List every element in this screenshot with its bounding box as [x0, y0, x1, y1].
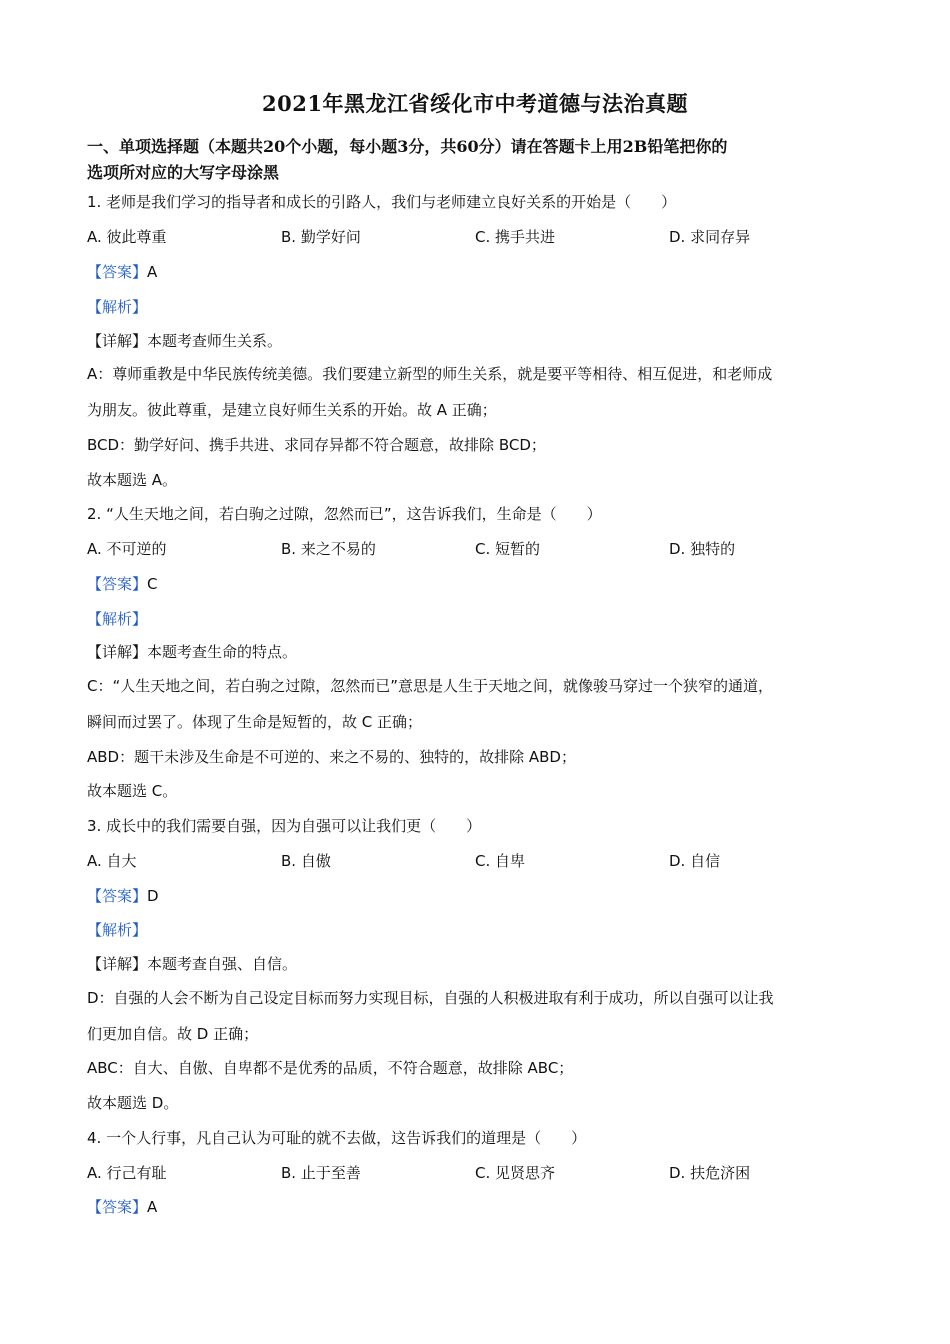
question-1-answer — [87, 262, 157, 282]
question-2-explanation-3: ABD：题干未涉及生命是不可逆的、来之不易的、独特的，故排除 ABD； — [87, 748, 576, 766]
question-3-option-c: C. 自卑 — [475, 852, 526, 870]
answer-label: 【答案】 — [87, 887, 148, 905]
question-3-stem: 3. 成长中的我们需要自强，因为自强可以让我们更（ ） — [87, 817, 482, 835]
question-4-stem: 4. 一个人行事，凡自己认为可耻的就不去做，这告诉我们的道理是（ ） — [87, 1129, 587, 1147]
section-heading-line-2: 选项所对应的大写字母涂黑 — [87, 163, 280, 182]
detail-label: 【详解】 — [87, 332, 148, 350]
question-1-stem: 1. 老师是我们学习的指导者和成长的引路人，我们与老师建立良好关系的开始是（ ） — [87, 193, 677, 211]
question-1-explanation-4: 故本题选 A。 — [87, 471, 178, 489]
question-2-option-d: D. 独特的 — [669, 540, 736, 558]
question-1-option-b: B. 勤学好问 — [281, 228, 361, 246]
question-3-explanation-4: 故本题选 D。 — [87, 1094, 179, 1112]
question-2-option-b: B. 来之不易的 — [281, 540, 376, 558]
question-3-option-d: D. 自信 — [669, 852, 721, 870]
question-1-option-a: A. 彼此尊重 — [87, 228, 167, 246]
question-1-detail: 【详解】本题考查师生关系。 — [87, 332, 283, 350]
question-3-explanation-1: D：自强的人会不断为自己设定目标而努力实现目标，自强的人积极进取有利于成功，所以自强可以让我 — [87, 989, 774, 1007]
question-4-option-d: D. 扶危济困 — [669, 1164, 751, 1182]
question-1-analysis-label: 【解析】 — [87, 298, 148, 316]
question-4-option-b: B. 止于至善 — [281, 1164, 361, 1182]
question-3-option-b: B. 自傲 — [281, 852, 331, 870]
section-heading-line-1: 一、单项选择题（本题共20个小题，每小题3分，共60分）请在答题卡上用2B铅笔把你的 — [87, 137, 728, 156]
answer-label: 【答案】 — [87, 1198, 148, 1216]
answer-label: 【答案】 — [87, 575, 148, 593]
question-2-detail: 【详解】本题考查生命的特点。 — [87, 643, 298, 661]
answer-label: 【答案】 — [87, 263, 148, 281]
question-3-option-a: A. 自大 — [87, 852, 137, 870]
question-4-answer — [87, 1197, 157, 1217]
answer-value: C — [147, 575, 158, 593]
question-2-answer — [87, 574, 158, 594]
question-1-explanation-3: BCD：勤学好问、携手共进、求同存异都不符合题意，故排除 BCD； — [87, 436, 546, 454]
answer-value: A — [147, 263, 158, 281]
question-2-explanation-4: 故本题选 C。 — [87, 782, 178, 800]
question-3-answer — [87, 886, 159, 906]
question-1-explanation-2: 为朋友。彼此尊重，是建立良好师生关系的开始。故 A 正确； — [87, 401, 497, 419]
question-3-detail: 【详解】本题考查自强、自信。 — [87, 955, 298, 973]
detail-label: 【详解】 — [87, 955, 148, 973]
page-title: 2021年黑龙江省绥化市中考道德与法治真题 — [262, 91, 688, 116]
question-2-option-a: A. 不可逆的 — [87, 540, 167, 558]
question-2-stem: 2. “人生天地之间，若白驹之过隙，忽然而已”，这告诉我们，生命是（ ） — [87, 505, 602, 523]
question-4-option-c: C. 见贤思齐 — [475, 1164, 556, 1182]
question-2-explanation-2: 瞬间而过罢了。体现了生命是短暂的，故 C 正确； — [87, 713, 423, 731]
question-2-explanation-1: C：“人生天地之间，若白驹之过隙，忽然而已”意思是人生于天地之间，就像骏马穿过一个狭窄的通道， — [87, 677, 774, 695]
answer-value: A — [147, 1198, 158, 1216]
question-2-analysis-label: 【解析】 — [87, 610, 148, 628]
answer-value: D — [147, 887, 159, 905]
question-4-option-a: A. 行己有耻 — [87, 1164, 167, 1182]
question-1-option-d: D. 求同存异 — [669, 228, 751, 246]
section-heading — [87, 134, 877, 186]
question-3-analysis-label: 【解析】 — [87, 921, 148, 939]
detail-label: 【详解】 — [87, 643, 148, 661]
question-1-option-c: C. 携手共进 — [475, 228, 556, 246]
question-3-explanation-3: ABC：自大、自傲、自卑都不是优秀的品质，不符合题意，故排除 ABC； — [87, 1059, 574, 1077]
question-1-explanation-1: A：尊师重教是中华民族传统美德。我们要建立新型的师生关系，就是要平等相待、相互促进，和老师成 — [87, 365, 773, 383]
question-3-explanation-2: 们更加自信。故 D 正确； — [87, 1025, 259, 1043]
question-2-option-c: C. 短暂的 — [475, 540, 541, 558]
